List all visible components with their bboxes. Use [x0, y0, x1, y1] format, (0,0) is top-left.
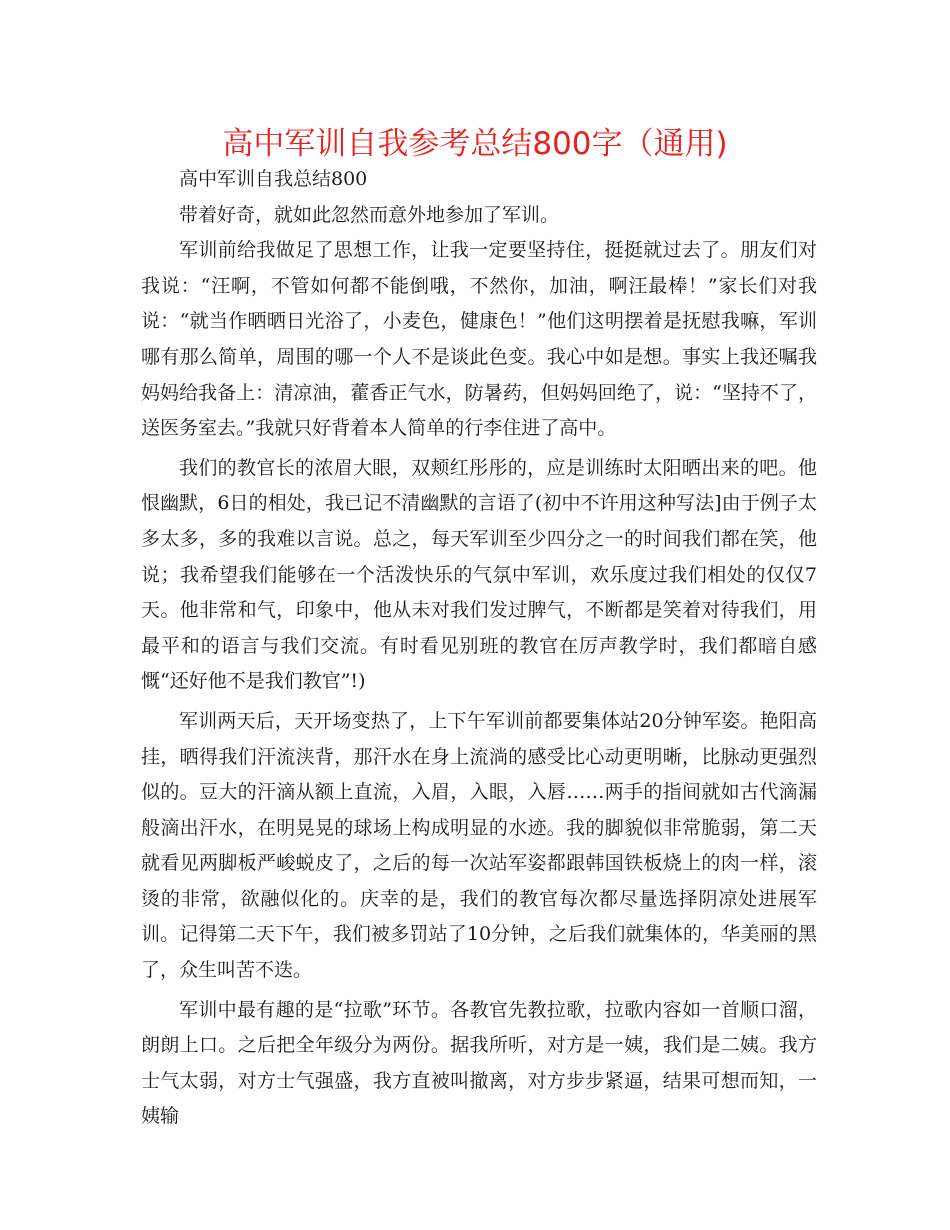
body-paragraph: 军训前给我做足了思想工作，让我一定要坚持住，挺挺就过去了。朋友们对我说：“汪啊，不管如何都不能倒哦，不然你，加油，啊汪最棒！”家长们对我说：“就当作晒晒日光浴了，小麦色，健康色！”他们这明摆着是抚慰我嘛，军训哪有那么简单，周围的哪一个人不是谈此色变。我心中如是想。事实上我还嘱我妈妈给我备上：清凉油，藿香正气水，防暑药，但妈妈回绝了，说：“坚持不了，送医务室去。”我就只好背着本人简单的行李住进了高中。	[141, 239, 817, 440]
subtitle-paragraph: 高中军训自我总结800	[179, 168, 368, 190]
document-title: 高中军训自我参考总结800字（通用)	[222, 126, 728, 162]
body-paragraph: 军训中最有趣的是“拉歌”环节。各教官先教拉歌，拉歌内容如一首顺口溜，朗朗上口。之后把全年级分为两份。据我所听，对方是一姨，我们是二姨。我方士气太弱，对方士气强盛，我方直被叫撤离，对方步步紧逼，结果可想而知，一姨输	[141, 998, 817, 1128]
body-paragraph: 军训两天后，天开场变热了，上下午军训前都要集体站20分钟军姿。艳阳高挂，晒得我们汗流浃背，那汗水在身上流淌的感受比心动更明晰，比脉动更强烈似的。豆大的汗滴从额上直流，入眉，入眼，入唇……两手的指间就如古代滴漏般滴出汗水，在明晃晃的球场上构成明显的水迹。我的脚貌似非常脆弱，第二天就看见两脚板严峻蜕皮了，之后的每一次站军姿都跟韩国铁板烧上的肉一样，滚烫的非常，欲融似化的。庆幸的是，我们的教官每次都尽量选择阴凉处进展军训。记得第二天下午，我们被多罚站了10分钟，之后我们就集体的，华美丽的黑了，众生叫苦不迭。	[141, 709, 817, 982]
body-paragraph: 带着好奇，就如此忽然而意外地参加了军训。	[179, 203, 560, 226]
document-body	[141, 162, 817, 1135]
body-paragraph: 我们的教官长的浓眉大眼，双颊红彤彤的，应是训练时太阳晒出来的吧。他恨幽默，6日的相处，我已记不清幽默的言语了(初中不许用这种写法]由于例子太多太多，多的我难以言说。总之，每天军训至少四分之一的时间我们都在笑，他说；我希望我们能够在一个活泼快乐的气氛中军训，欢乐度过我们相处的仅仅7天。他非常和气，印象中，他从未对我们发过脾气，不断都是笑着对待我们，用最平和的语言与我们交流。有时看见别班的教官在厉声教学时，我们都暗自感慨“还好他不是我们教官”!)	[141, 456, 817, 693]
